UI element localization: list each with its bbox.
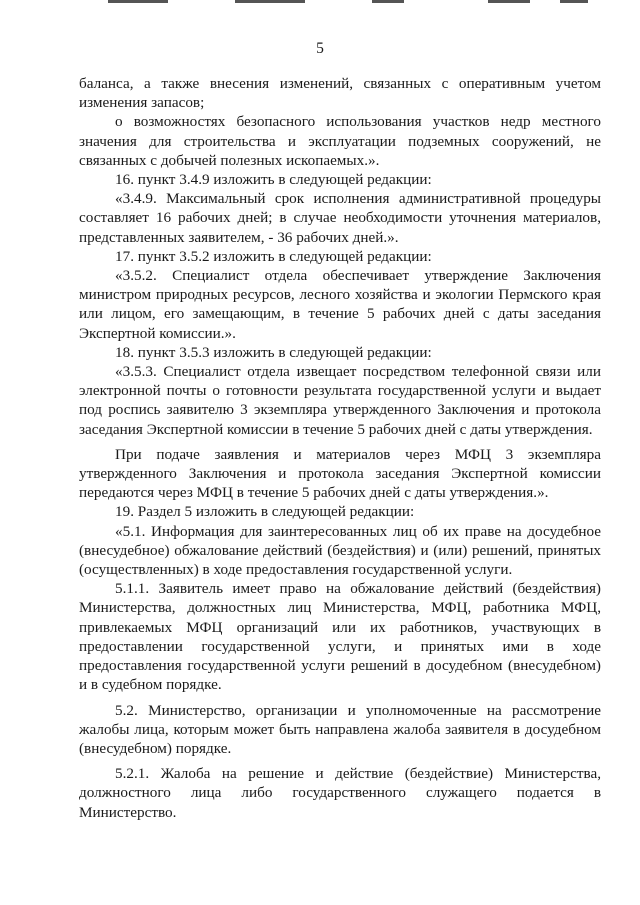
paragraph: 18. пункт 3.5.3 изложить в следующей редакции:: [115, 343, 432, 361]
paragraph: 5.2. Министерство, организации и уполномоченные на рассмотрение жалобы лица, которым может быть направлена жалоба заявителя в досудебном (внесудебном) порядке.: [79, 701, 601, 757]
paragraph: 19. Раздел 5 изложить в следующей редакции:: [115, 503, 415, 521]
document-body: [79, 74, 601, 822]
paragraph: «3.4.9. Максимальный срок исполнения административной процедуры составляет 16 рабочих дней; в случае необходимости уточнения материалов, представленных заявителем, - 36 рабочих дней.».: [79, 190, 601, 246]
paragraph: 16. пункт 3.4.9 изложить в следующей редакции:: [115, 171, 432, 189]
paragraph: баланса, а также внесения изменений, связанных с оперативным учетом изменения запасов;: [79, 75, 601, 112]
paragraph: о возможностях безопасного использования участков недр местного значения для строительства и эксплуатации подземных сооружений, не связанных с добычей полезных ископаемых.».: [79, 113, 601, 169]
scan-edge-artifact: [0, 0, 640, 6]
paragraph: 5.1.1. Заявитель имеет право на обжалование действий (бездействия) Министерства, должностных лиц Министерства, МФЦ, работника МФЦ, привлекаемых МФЦ организаций или их работников, участвующих в предоставлении государственной услуги, и принятых ими в ходе предоставления государственной услуги решений в досудебном (внесудебном) и в судебном порядке.: [79, 580, 601, 694]
paragraph: 5.2.1. Жалоба на решение и действие (бездействие) Министерства, должностного лица либо государственного служащего подается в Министерство.: [79, 765, 601, 821]
paragraph: 17. пункт 3.5.2 изложить в следующей редакции:: [115, 247, 432, 265]
page-number: 5: [316, 40, 324, 57]
paragraph: «3.5.2. Специалист отдела обеспечивает утверждение Заключения министром природных ресурсов, лесного хозяйства и экологии Пермского края или лицом, его замещающим, в течение 5 рабочих дней с даты заседания Экспертной комиссии.».: [79, 267, 601, 342]
paragraph: «5.1. Информация для заинтересованных лиц об их праве на досудебное (внесудебное) обжалование действий (бездействия) и (или) решений, принятых (осуществленных) в ходе предоставления государственной услуги.: [79, 522, 601, 579]
paragraph: При подаче заявления и материалов через МФЦ 3 экземпляра утвержденного Заключения и протокола заседания Экспертной комиссии передаются через МФЦ в течение 5 рабочих дней с даты утверждения.».: [79, 445, 601, 502]
paragraph: «3.5.3. Специалист отдела извещает посредством телефонной связи или электронной почты о готовности результата государственной услуги и выдает под роспись заявителю 3 экземпляра утвержденного Заключения и протокола заседания Экспертной комиссии в течение 5 рабочих дней с даты утверждения.: [79, 363, 601, 438]
